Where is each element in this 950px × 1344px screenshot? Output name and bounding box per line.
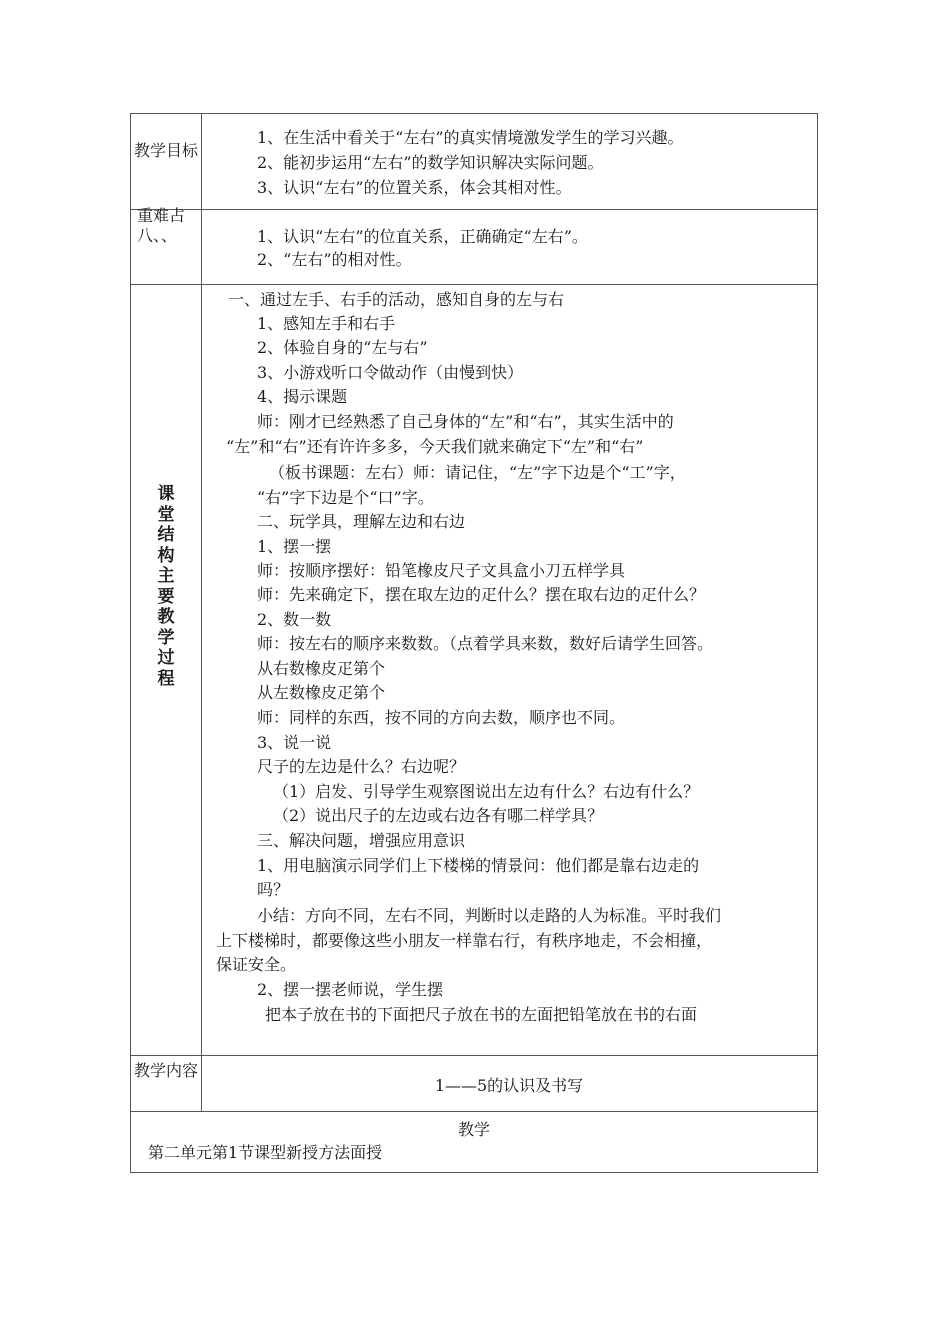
process-line: （板书课题：左右）师：请记住，“左”字下边是个“工”字， xyxy=(269,463,686,482)
process-line: （2）说出尺子的左边或右边各有哪二样学具？ xyxy=(273,806,604,825)
process-line: 把本子放在书的下面把尺子放在书的左面把铅笔放在书的右面 xyxy=(265,1005,698,1024)
process-line: 2、摆一摆老师说，学生摆 xyxy=(257,980,444,999)
process-line: 尺子的左边是什么？右边呢？ xyxy=(257,757,466,776)
row-divider xyxy=(131,284,817,285)
objective-line: 2、能初步运用“左右”的数学知识解决实际问题。 xyxy=(257,153,604,172)
objectives-label: 教学目标 xyxy=(133,141,198,160)
process-line: “左”和“右”还有许许多多，今天我们就来确定下“左”和“右” xyxy=(226,437,644,456)
process-line: 从左数橡皮疋第个 xyxy=(257,683,386,702)
process-line: 3、说一说 xyxy=(257,733,332,752)
process-line: 保证安全。 xyxy=(216,955,297,974)
process-line: 师：同样的东西，按不同的方向去数，顺序也不同。 xyxy=(257,708,626,727)
process-line: 师：先来确定下，摆在取左边的疋什么？摆在取右边的疋什么？ xyxy=(257,585,706,604)
process-line: “右”字下边是个“口”字。 xyxy=(257,488,434,507)
process-line: 师：按左右的顺序来数数。（点着学具来数，数好后请学生回答。 xyxy=(257,634,714,653)
process-line: 3、小游戏听口令做动作（由慢到快） xyxy=(257,363,524,382)
key-point-line: 2、“左右”的相对性。 xyxy=(257,250,412,269)
column-divider xyxy=(201,114,202,1111)
objective-line: 1、在生活中看关于“左右”的真实情境激发学生的学习兴趣。 xyxy=(257,128,684,147)
process-line: 小结：方向不同，左右不同，判断时以走路的人为标准。平时我们 xyxy=(257,906,722,925)
footer-title: 教学 xyxy=(457,1120,490,1139)
process-label: 课堂结构主要教学过程 xyxy=(157,484,175,689)
process-line: （1）启发、引导学生观察图说出左边有什么？右边有什么？ xyxy=(273,782,700,801)
process-line: 1、摆一摆 xyxy=(257,537,332,556)
footer-info: 第二单元第1节课型新授方法面授 xyxy=(148,1143,383,1162)
content-label: 教学内容 xyxy=(133,1061,198,1080)
content-value: 1——5的认识及书写 xyxy=(434,1076,584,1095)
key-point-line: 1、认识“左右”的位直关系，正确确定“左右”。 xyxy=(257,227,588,246)
process-line: 2、数一数 xyxy=(257,610,332,629)
row-divider xyxy=(131,1111,817,1112)
process-line: 4、揭示课题 xyxy=(257,387,348,406)
process-line: 2、体验自身的“左与右” xyxy=(257,338,428,357)
process-line: 一、通过左手、右手的活动，感知自身的左与右 xyxy=(228,290,565,309)
process-line: 1、感知左手和右手 xyxy=(257,314,396,333)
process-line: 师：刚才已经熟悉了自己身体的“左”和“右”，其实生活中的 xyxy=(257,412,674,431)
objective-line: 3、认识“左右”的位置关系，体会其相对性。 xyxy=(257,178,572,197)
process-line: 师：按顺序摆好：铅笔橡皮尺子文具盒小刀五样学具 xyxy=(257,561,626,580)
row-divider xyxy=(131,1055,817,1056)
lesson-plan-table xyxy=(130,113,818,1173)
process-line: 二、玩学具，理解左边和右边 xyxy=(257,512,466,531)
process-line: 从右数橡皮疋第个 xyxy=(257,659,386,678)
process-line: 吗？ xyxy=(257,880,290,899)
row-divider xyxy=(131,209,817,210)
process-line: 1、用电脑演示同学们上下楼梯的情景问：他们都是靠右边走的 xyxy=(257,856,700,875)
process-line: 上下楼梯时，都要像这些小朋友一样靠右行，有秩序地走，不会相撞， xyxy=(216,931,713,950)
process-line: 三、解决问题，增强应用意识 xyxy=(257,831,466,850)
key-points-label: 重难占八、、 xyxy=(137,206,186,245)
